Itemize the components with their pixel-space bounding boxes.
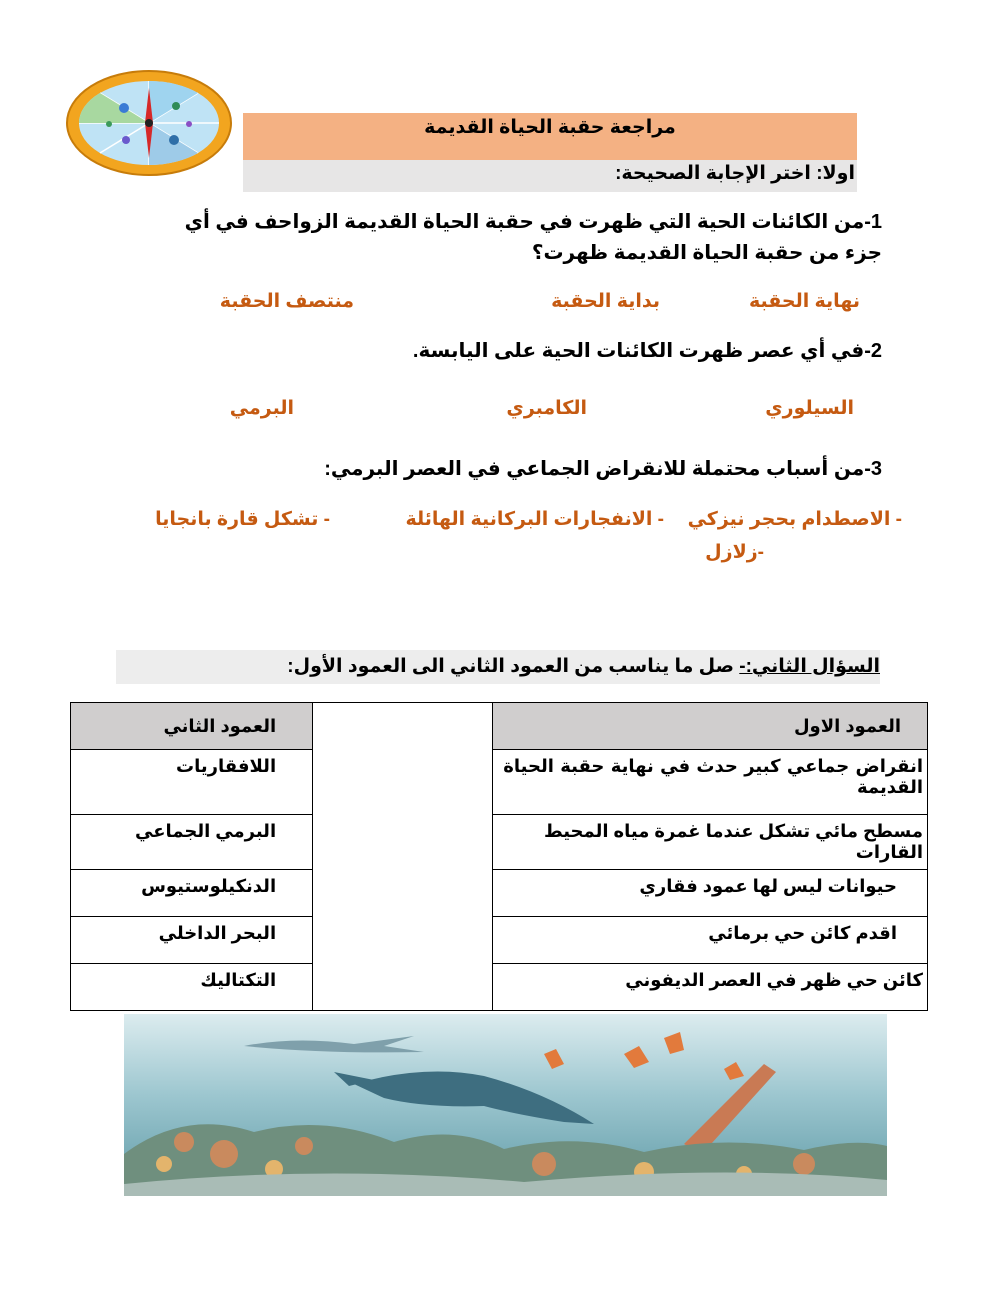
q1-option-1[interactable]: نهاية الحقبة [748, 291, 860, 312]
table-row [71, 815, 928, 870]
q3-option-3[interactable]: - تشكل قارة بانجايا [155, 509, 330, 530]
col2-item-2[interactable]: البرمي الجماعي [71, 815, 313, 870]
table-row [71, 964, 928, 1011]
question-3-text: 3-من أسباب محتملة للانقراض الجماعي في العصر البرمي: [324, 458, 882, 480]
col1-header: العمود الاول [493, 703, 928, 750]
question-2-text: 2-في أي عصر ظهرت الكائنات الحية على اليابسة. [412, 340, 882, 362]
q2-option-3[interactable]: البرمي [229, 398, 294, 419]
col1-item-1[interactable]: انقراض جماعي كبير حدث في نهاية حقبة الحياة القديمة [493, 750, 928, 815]
table-row [71, 750, 928, 815]
page-title: مراجعة حقبة الحياة القديمة [424, 117, 676, 138]
q2-option-2[interactable]: الكامبري [506, 398, 587, 419]
col1-item-2[interactable]: مسطح مائي تشكل عندما غمرة مياه المحيط القارات [493, 815, 928, 870]
q3-option-2[interactable]: - الانفجارات البركانية الهائلة [405, 509, 664, 530]
table-header-row [71, 703, 928, 750]
col2-header: العمود الثاني [71, 703, 313, 750]
q3-option-1[interactable]: - الاصطدام بحجر نيزكي [687, 509, 902, 530]
table-row [71, 870, 928, 917]
section1-heading: اولا: اختر الإجابة الصحيحة: [615, 163, 855, 184]
col1-item-4[interactable]: اقدم كائن حي برمائي [493, 917, 928, 964]
col2-item-1[interactable]: اللافقاريات [71, 750, 313, 815]
col1-item-5[interactable]: كائن حي ظهر في العصر الديفوني [493, 964, 928, 1011]
section2-heading-label: السؤال الثاني:- [739, 656, 880, 677]
paleozoic-sea-scene-icon [124, 1014, 887, 1196]
q1-option-2[interactable]: بداية الحقبة [551, 291, 660, 312]
col1-item-3[interactable]: حيوانات ليس لها عمود فقاري [493, 870, 928, 917]
col2-item-4[interactable]: البحر الداخلي [71, 917, 313, 964]
col2-item-5[interactable]: التكتاليك [71, 964, 313, 1011]
col2-item-3[interactable]: الدنكيلوستيوس [71, 870, 313, 917]
question-1-text: 1-من الكائنات الحية التي ظهرت في حقبة الحياة القديمة الزواحف في أي جزء من حقبة الحياة القديمة ظهرت؟ [184, 211, 882, 264]
table-row [71, 917, 928, 964]
matching-drop-area[interactable] [313, 703, 493, 1011]
matching-table [70, 702, 928, 1011]
clock-wheel-logo-icon [64, 68, 234, 178]
q1-option-3[interactable]: منتصف الحقبة [219, 291, 354, 312]
q2-option-1[interactable]: السيلوري [765, 398, 854, 419]
section2-heading-rest: صل ما يناسب من العمود الثاني الى العمود الأول: [287, 656, 740, 677]
section2-heading [287, 655, 880, 678]
q3-option-4[interactable]: -زلازل [705, 542, 764, 563]
